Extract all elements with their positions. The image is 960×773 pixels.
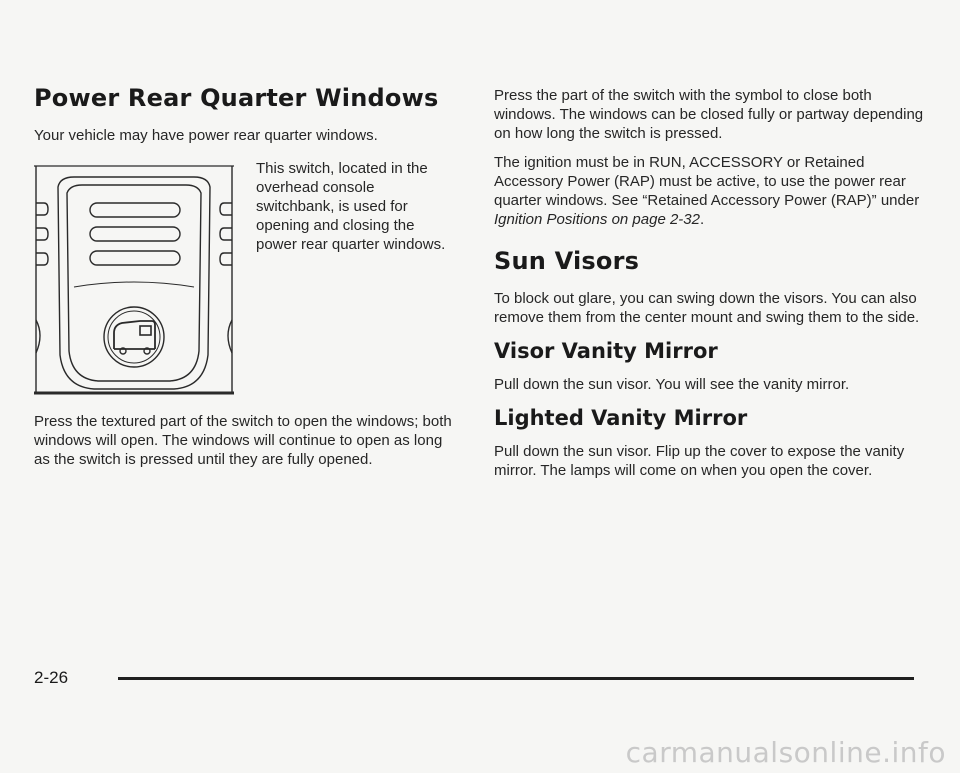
figure-caption: This switch, located in the overhead console switchbank, is used for opening and closing the power rear quarter windows. [256,160,446,253]
ignition-paragraph-end: . [699,211,705,228]
section-title-lighted-vanity-mirror: Lighted Vanity Mirror [494,406,748,430]
visor-vanity-mirror-paragraph: Pull down the sun visor. You will see the vanity mirror. [494,376,850,393]
ignition-paragraph [494,153,924,229]
open-windows-paragraph: Press the textured part of the switch to open the windows; both windows will open. The windows will continue to open as long as the switch is pressed until they are fully opened. [34,413,452,468]
left-column [34,84,459,469]
footer-rule [118,677,914,680]
lighted-vanity-mirror-paragraph: Pull down the sun visor. Flip up the cover to expose the vanity mirror. The lamps will come on when you open the cover. [494,443,905,479]
page-number: 2-26 [34,668,69,687]
sun-visors-paragraph: To block out glare, you can swing down the visors. You can also remove them from the center mount and swing them to the side. [494,290,920,326]
section-title-power-rear-quarter-windows: Power Rear Quarter Windows [34,84,439,112]
intro-paragraph: Your vehicle may have power rear quarter windows. [34,127,378,144]
section-title-visor-vanity-mirror: Visor Vanity Mirror [494,339,718,363]
watermark-text: carmanualsonline.info [625,736,946,769]
switch-figure-row [34,159,459,409]
right-column [494,86,924,480]
ignition-paragraph-text: The ignition must be in RUN, ACCESSORY or Retained Accessory Power (RAP) must be active, to use the power rear quarter windows. See “Retained Accessory Power (RAP)” under [494,154,920,209]
ignition-positions-reference: Ignition Positions on page 2-32 [494,211,700,228]
overhead-console-switch-illustration [34,165,234,397]
section-title-sun-visors: Sun Visors [494,247,640,275]
close-windows-paragraph: Press the part of the switch with the symbol to close both windows. The windows can be closed fully or partway depending on how long the switch is pressed. [494,87,924,142]
